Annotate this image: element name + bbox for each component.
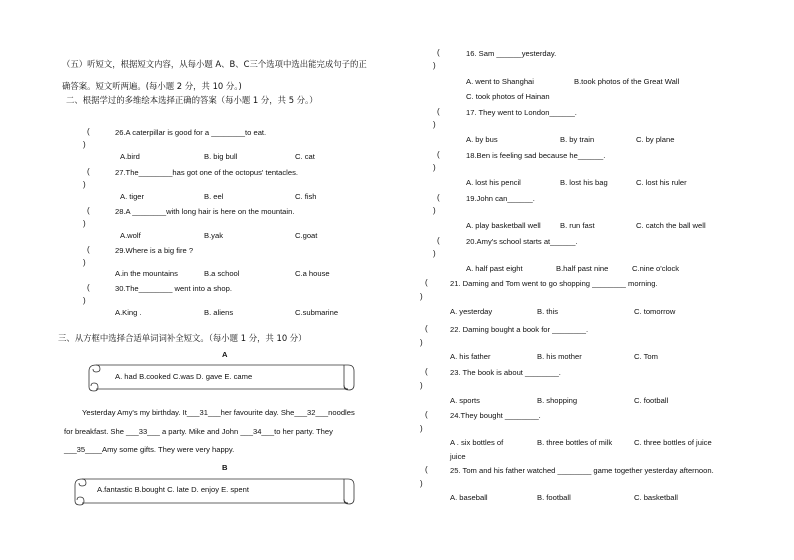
q24-option-a: A . six bottles of xyxy=(450,438,504,447)
part3-heading: 三、从方框中选择合适单词词补全短文。（每小题 1 分，共 10 分） xyxy=(58,333,307,343)
passage-line-1: Yesterday Amy's my birthday. It___31___her favourite day. She___32___noodles xyxy=(82,408,355,417)
part5-heading-cont: 确答案。短文听两遍。(每小题 2 分，共 10 分。) xyxy=(62,81,242,91)
answer-paren-open[interactable]: ( xyxy=(87,283,90,292)
answer-paren-open[interactable]: ( xyxy=(425,465,428,474)
question-19: 19.John can______. xyxy=(466,194,535,203)
answer-paren-close: ) xyxy=(83,258,86,267)
answer-paren-open[interactable]: ( xyxy=(87,167,90,176)
answer-paren-close: ) xyxy=(433,163,436,172)
q30-option-c: C.submarine xyxy=(295,308,339,317)
answer-paren-open[interactable]: ( xyxy=(425,278,428,287)
answer-paren-close: ) xyxy=(433,206,436,215)
q26-option-a: A.bird xyxy=(120,152,140,161)
box-b-label: B xyxy=(222,463,228,472)
q18-option-a: A. lost his pencil xyxy=(466,178,521,187)
box-a-label: A xyxy=(222,350,228,359)
q28-option-c: C.goat xyxy=(295,231,318,240)
answer-paren-open[interactable]: ( xyxy=(87,206,90,215)
q18-option-b: B. lost his bag xyxy=(560,178,608,187)
q21-option-b: B. this xyxy=(537,307,559,316)
question-24: 24.They bought ________. xyxy=(450,411,541,420)
question-21: 21. Daming and Tom went to go shopping ________ morning. xyxy=(450,279,658,288)
q29-option-b: B.a school xyxy=(204,269,240,278)
question-23: 23. The book is about ________. xyxy=(450,368,561,377)
q27-option-b: B. eel xyxy=(204,192,224,201)
answer-paren-close: ) xyxy=(420,479,423,488)
q26-option-c: C. cat xyxy=(295,152,315,161)
q24-option-c: C. three bottles of juice xyxy=(634,438,712,447)
q26-option-b: B. big bull xyxy=(204,152,238,161)
q25-option-b: B. football xyxy=(537,493,571,502)
answer-paren-open[interactable]: ( xyxy=(425,324,428,333)
question-29: 29.Where is a big fire ? xyxy=(115,246,194,255)
q18-option-c: C. lost his ruler xyxy=(636,178,687,187)
word-box-b: A.fantastic B.bought C. late D. enjoy E. spent xyxy=(97,485,249,494)
answer-paren-open[interactable]: ( xyxy=(425,410,428,419)
q25-option-c: C. basketball xyxy=(634,493,678,502)
answer-paren-close: ) xyxy=(420,292,423,301)
answer-paren-close: ) xyxy=(83,219,86,228)
q21-option-c: C. tomorrow xyxy=(634,307,676,316)
q20-option-a: A. half past eight xyxy=(466,264,523,273)
q20-option-c: C.nine o'clock xyxy=(632,264,680,273)
question-22: 22. Daming bought a book for ________. xyxy=(450,325,589,334)
q30-option-b: B. aliens xyxy=(204,308,234,317)
part5-heading: （五）听短文，根据短文内容，从每小题 A、B、C三个选项中选出能完成句子的正 xyxy=(62,59,367,69)
question-17: 17. They went to London______. xyxy=(466,108,577,117)
question-20: 20.Amy's school starts at______. xyxy=(466,237,578,246)
q23-option-b: B. shopping xyxy=(537,396,578,405)
passage-line-3: ___35____Amy some gifts. They were very happy. xyxy=(64,445,235,454)
part2-heading: 二、根据学过的多维绘本选择正确的答案（每小题 1 分，共 5 分。） xyxy=(66,95,318,105)
q19-option-b: B. run fast xyxy=(560,221,595,230)
passage-line-2: for breakfast. She ___33___ a party. Mike and John ___34___to her party. They xyxy=(64,427,333,436)
question-26: 26.A caterpillar is good for a ________to eat. xyxy=(115,128,267,137)
answer-paren-close: ) xyxy=(433,61,436,70)
q29-option-c: C.a house xyxy=(295,269,330,278)
answer-paren-close: ) xyxy=(420,381,423,390)
question-16: 16. Sam ______yesterday. xyxy=(466,49,557,58)
answer-paren-close: ) xyxy=(433,120,436,129)
q17-option-c: C. by plane xyxy=(636,135,675,144)
q28-option-b: B.yak xyxy=(204,231,223,240)
q19-option-c: C. catch the ball well xyxy=(636,221,706,230)
answer-paren-open[interactable]: ( xyxy=(437,107,440,116)
q27-option-c: C. fish xyxy=(295,192,317,201)
question-28: 28.A ________with long hair is here on the mountain. xyxy=(115,207,295,216)
question-25: 25. Tom and his father watched ________ game together yesterday afternoon. xyxy=(450,466,714,475)
q16-option-a: A. went to Shanghai xyxy=(466,77,534,86)
answer-paren-close: ) xyxy=(420,338,423,347)
word-box-a: A. had B.cooked C.was D. gave E. came xyxy=(115,372,253,381)
answer-paren-close: ) xyxy=(420,424,423,433)
q22-option-c: C. Tom xyxy=(634,352,658,361)
q25-option-a: A. baseball xyxy=(450,493,488,502)
answer-paren-open[interactable]: ( xyxy=(437,193,440,202)
answer-paren-open[interactable]: ( xyxy=(437,48,440,57)
q23-option-a: A. sports xyxy=(450,396,480,405)
q23-option-c: C. football xyxy=(634,396,669,405)
answer-paren-close: ) xyxy=(83,180,86,189)
q27-option-a: A. tiger xyxy=(120,192,145,201)
q28-option-a: A.wolf xyxy=(120,231,141,240)
answer-paren-open[interactable]: ( xyxy=(437,150,440,159)
answer-paren-close: ) xyxy=(433,249,436,258)
answer-paren-open[interactable]: ( xyxy=(437,236,440,245)
q30-option-a: A.King . xyxy=(115,308,142,317)
question-30: 30.The________ went into a shop. xyxy=(115,284,232,293)
q29-option-a: A.in the mountains xyxy=(115,269,178,278)
answer-paren-open[interactable]: ( xyxy=(87,127,90,136)
answer-paren-close: ) xyxy=(83,296,86,305)
q21-option-a: A. yesterday xyxy=(450,307,493,316)
q17-option-b: B. by train xyxy=(560,135,595,144)
q16-option-b: B.took photos of the Great Wall xyxy=(574,77,680,86)
q24-option-a-cont: juice xyxy=(450,452,466,461)
question-27: 27.The________has got one of the octopus' tentacles. xyxy=(115,168,298,177)
q19-option-a: A. play basketball well xyxy=(466,221,541,230)
q22-option-a: A. his father xyxy=(450,352,491,361)
question-18: 18.Ben is feeling sad because he______. xyxy=(466,151,606,160)
q24-option-b: B. three bottles of milk xyxy=(537,438,613,447)
answer-paren-close: ) xyxy=(83,140,86,149)
answer-paren-open[interactable]: ( xyxy=(87,245,90,254)
q16-option-c: C. took photos of Hainan xyxy=(466,92,550,101)
q20-option-b: B.half past nine xyxy=(556,264,609,273)
q17-option-a: A. by bus xyxy=(466,135,498,144)
q22-option-b: B. his mother xyxy=(537,352,582,361)
answer-paren-open[interactable]: ( xyxy=(425,367,428,376)
